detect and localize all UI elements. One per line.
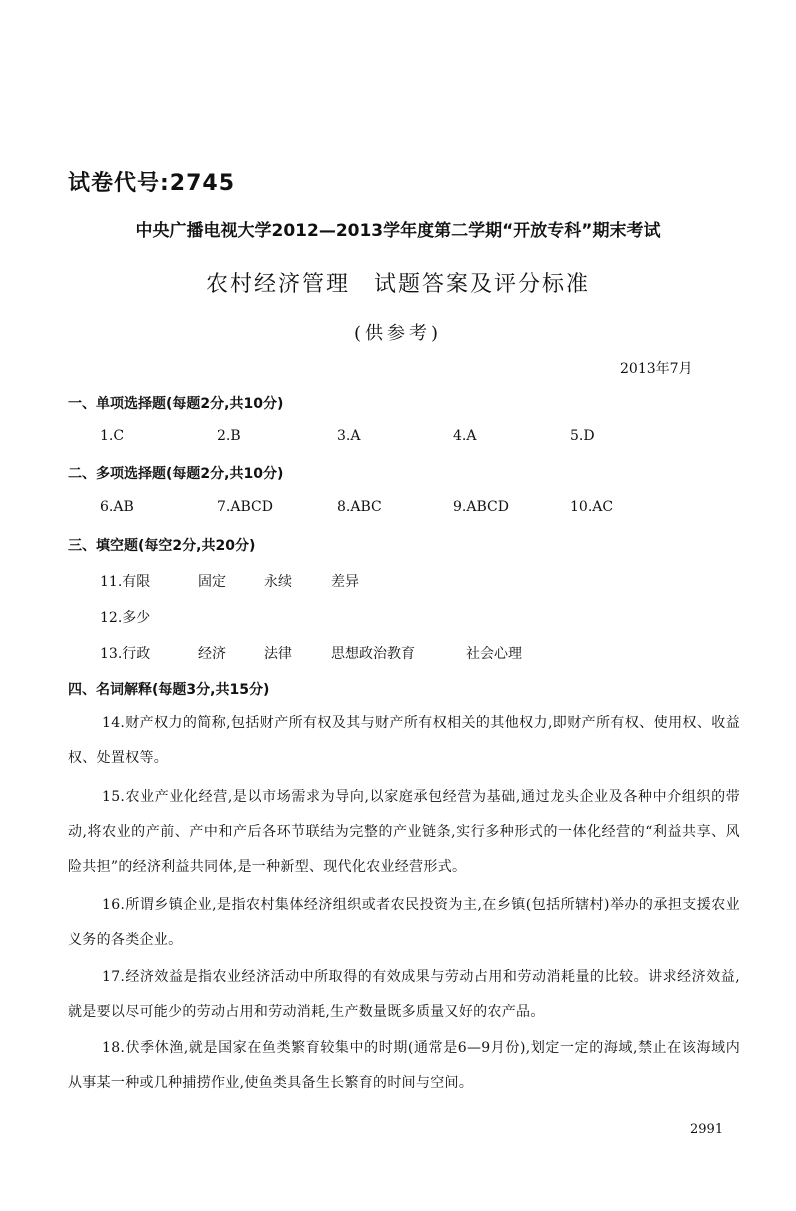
definition-paragraph: 14.财产权力的简称,包括财产所有权及其与财产所有权相关的其他权力,即财产所有权、使用权、收益权、处置权等。 — [68, 715, 740, 766]
answer-item: 11.有限 — [100, 574, 151, 590]
course-title: 农村经济管理 试题答案及评分标准 — [205, 272, 590, 297]
answer-item: 8.ABC — [337, 499, 382, 515]
paper-code: 试卷代号:2745 — [68, 171, 236, 196]
definition-paragraph: 17.经济效益是指农业经济活动中所取得的有效成果与劳动占用和劳动消耗量的比较。讲求经济效益,就是要以尽可能少的劳动占用和劳动消耗,生产数量既多质量又好的农产品。 — [68, 969, 740, 1020]
answer-item: 差异 — [331, 574, 359, 590]
answer-item: 12.多少 — [100, 610, 151, 626]
answer-item: 固定 — [198, 574, 226, 590]
answer-item: 7.ABCD — [217, 499, 273, 515]
page-number: 2991 — [690, 1122, 724, 1137]
definition-paragraph: 16.所谓乡镇企业,是指农村集体经济组织或者农民投资为主,在乡镇(包括所辖村)举办的承担支援农业义务的各类企业。 — [68, 897, 740, 948]
answer-item: 9.ABCD — [453, 499, 509, 515]
answer-item: 4.A — [453, 428, 477, 444]
answer-item: 3.A — [337, 428, 361, 444]
answer-item: 思想政治教育 — [331, 646, 415, 662]
answer-item: 10.AC — [570, 499, 614, 515]
definition-paragraph: 18.伏季休渔,就是国家在鱼类繁育较集中的时期(通常是6—9月份),划定一定的海域,禁止在该海域内从事某一种或几种捕捞作业,使鱼类具备生长繁育的时间与空间。 — [68, 1040, 740, 1091]
answer-item: 社会心理 — [466, 646, 522, 662]
answer-item: 经济 — [198, 646, 226, 662]
answer-item: 5.D — [570, 428, 595, 444]
answer-item: 1.C — [100, 428, 125, 444]
section-heading-multi-choice: 二、多项选择题(每题2分,共10分) — [68, 466, 284, 482]
definition-paragraph: 15.农业产业化经营,是以市场需求为导向,以家庭承包经营为基础,通过龙头企业及各种中介组织的带动,将农业的产前、产中和产后各环节联结为完整的产业链条,实行多种形式的一体化经营的“利益共享、风险共担”的经济利益共同体,是一种新型、现代化农业经营形式。 — [68, 789, 740, 875]
answer-item: 法律 — [264, 646, 292, 662]
exam-date: 2013年7月 — [620, 361, 693, 377]
reference-note: (供参考) — [353, 323, 443, 344]
answer-item: 6.AB — [100, 499, 134, 515]
exam-title: 中央广播电视大学2012—2013学年度第二学期“开放专科”期末考试 — [135, 221, 661, 241]
answer-item: 13.行政 — [100, 646, 151, 662]
answer-item: 2.B — [217, 428, 241, 444]
answer-item: 永续 — [264, 574, 292, 590]
section-heading-definitions: 四、名词解释(每题3分,共15分) — [68, 682, 270, 698]
section-heading-single-choice: 一、单项选择题(每题2分,共10分) — [68, 396, 284, 412]
section-heading-fill-blank: 三、填空题(每空2分,共20分) — [68, 538, 256, 554]
